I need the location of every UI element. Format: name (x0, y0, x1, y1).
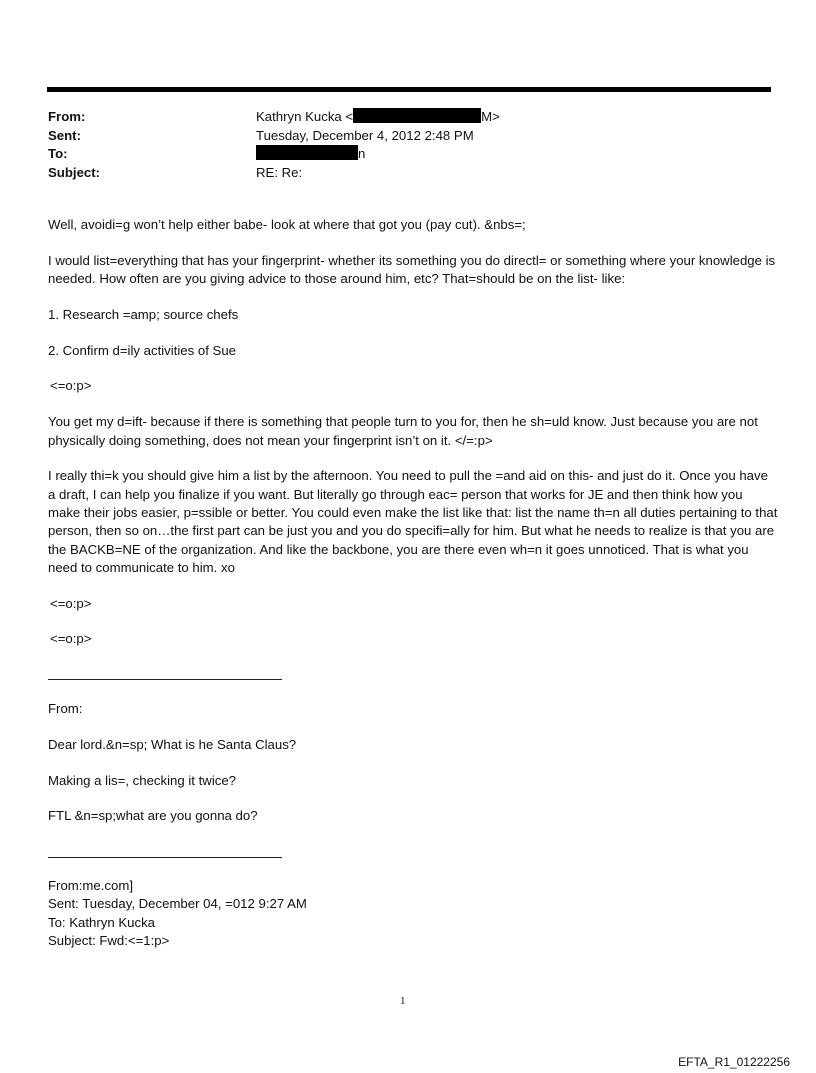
from-value (256, 108, 500, 127)
from-name: Kathryn Kucka < (256, 109, 354, 124)
redaction-box (353, 108, 481, 123)
to-value (256, 145, 365, 164)
quoted-message-1 (48, 700, 778, 843)
body-paragraph: You get my d=ift- because if there is something that people turn to you for, then he sh=uld know. Just because you are not physically doing something, does not mean your fingerprint isn’t on it. </=:p> (48, 414, 758, 448)
quoted-from: From: (48, 701, 83, 716)
to-label: To: (48, 146, 68, 161)
quoted-sent: Sent: Tuesday, December 04, =012 9:27 AM (48, 896, 307, 912)
sent-value: Tuesday, December 4, 2012 2:48 PM (256, 127, 474, 143)
body-paragraph: I would list=everything that has your fingerprint- whether its something you do directl= or something where your knowledge is needed. How often are you giving advice to those around him, etc? That=should be on the list- like: (48, 252, 776, 287)
from-label: From: (48, 109, 86, 124)
sent-label: Sent: (48, 127, 81, 143)
from-row (48, 108, 768, 127)
email-header (48, 108, 768, 182)
subject-value: RE: Re: (256, 164, 303, 180)
body-paragraph: <=o:p> (50, 378, 92, 394)
quoted-to: To: Kathryn Kucka (48, 914, 156, 930)
quoted-from: From:me.com] (48, 878, 133, 893)
body-paragraph: 2. Confirm d=ily activities of Sue (48, 342, 236, 358)
to-row (48, 145, 768, 164)
body-paragraph: I really thi=k you should give him a list by the afternoon. You need to pull the =and aid on this- and just do it. Once you have a draft, I can help you finalize if you want. But literally go through eac= person that works for JE and then think how you make their jobs easier, p=ssible or better. You could even make the list like that: list the name th=n all duties pertaining to that person, then so on…the first part can be just you and you do specifi=ally for him. But what he needs to realize is that you are the BACKB=NE of the organization. And like the backbone, you are there even wh=n it goes unnoticed. That is what you need to communicate to him. xo (48, 468, 778, 575)
from-end: M> (481, 109, 500, 124)
quote-separator (48, 679, 282, 680)
quoted-subject: Subject: Fwd:<=1:p> (48, 932, 170, 948)
quoted-line: Dear lord.&n=sp; What is he Santa Claus? (48, 736, 297, 752)
subject-label: Subject: (48, 164, 101, 180)
body-paragraph: Well, avoidi=g won’t help either babe- look at where that got you (pay cut). &nbs=; (48, 217, 526, 232)
to-tail: n (358, 146, 366, 161)
sent-row (48, 127, 768, 146)
body-paragraph: <=o:p> (50, 631, 92, 647)
body-paragraph: 1. Research =amp; source chefs (48, 306, 239, 322)
quoted-line: FTL &n=sp;what are you gonna do? (48, 808, 258, 824)
quoted-message-2 (48, 877, 778, 950)
bates-number: EFTA_R1_01222256 (678, 1055, 790, 1069)
header-rule (47, 87, 771, 92)
page-number: 1 (400, 995, 406, 1007)
body-paragraph: <=o:p> (50, 595, 92, 611)
email-body (48, 216, 778, 666)
quoted-line: Making a lis=, checking it twice? (48, 772, 237, 788)
redaction-box (256, 145, 358, 160)
quote-separator (48, 857, 282, 858)
subject-row (48, 164, 768, 183)
